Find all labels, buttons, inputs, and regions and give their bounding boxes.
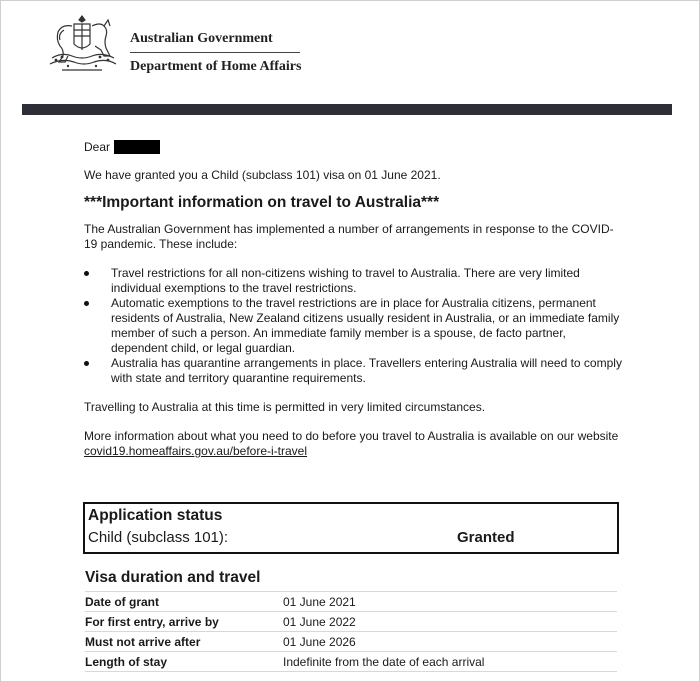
letter-body xyxy=(84,140,624,459)
row-value: 01 June 2022 xyxy=(283,612,617,632)
list-item-text: Automatic exemptions to the travel restrictions are in place for Australia citizens, permanent residents of Australia, New Zealand citizens usually resident in Australia, or an immediate family member of such a person. An immediate family member is a spouse, de facto partner, dependent child, or legal guardian. xyxy=(111,296,620,355)
salutation xyxy=(84,140,624,155)
org-line-1: Australian Government xyxy=(130,31,273,46)
org-line-2: Department of Home Affairs xyxy=(130,59,302,74)
header-bar xyxy=(22,104,672,115)
row-value: Indefinite from the date of each arrival xyxy=(283,652,617,672)
limited-circumstances: Travelling to Australia at this time is permitted in very limited circumstances. xyxy=(84,400,486,414)
row-key: Date of grant xyxy=(85,592,283,612)
list-item-text: Australia has quarantine arrangements in place. Travellers entering Australia will need to comply with state and territory quarantine requirements. xyxy=(111,356,622,385)
list-item-text: Travel restrictions for all non-citizens wishing to travel to Australia. There are very limited individual exemptions to the travel restrictions. xyxy=(111,266,580,295)
status-title: Application status xyxy=(88,507,223,524)
salutation-text: Dear xyxy=(84,140,111,154)
visa-duration-table xyxy=(85,591,617,672)
status-badge: Granted xyxy=(457,529,515,546)
bullet-icon xyxy=(84,361,89,366)
travel-heading: ***Important information on travel to Australia*** xyxy=(84,194,440,211)
table-row xyxy=(85,592,617,612)
coat-of-arms-icon xyxy=(42,14,122,76)
table-row xyxy=(85,652,617,672)
letterhead xyxy=(0,0,700,104)
government-name xyxy=(130,31,301,75)
visa-duration-title: Visa duration and travel xyxy=(85,569,261,586)
row-value: 01 June 2026 xyxy=(283,632,617,652)
org-divider xyxy=(130,52,300,53)
bullet-icon xyxy=(84,301,89,306)
grant-sentence: We have granted you a Child (subclass 101) visa on 01 June 2021. xyxy=(84,168,441,182)
row-value: 01 June 2021 xyxy=(283,592,617,612)
more-info-text: More information about what you need to do before you travel to Australia is available on our website xyxy=(84,429,619,443)
list-item xyxy=(84,266,624,296)
bullet-icon xyxy=(84,271,89,276)
redacted-name xyxy=(114,140,160,154)
intro-paragraph: The Australian Government has implemented a number of arrangements in response to the COVID-19 pandemic. These include: xyxy=(84,222,614,251)
list-item xyxy=(84,356,624,386)
row-key: Must not arrive after xyxy=(85,632,283,652)
row-key: For first entry, arrive by xyxy=(85,612,283,632)
table-row xyxy=(85,612,617,632)
application-status-box xyxy=(83,502,619,554)
table-row xyxy=(85,632,617,652)
status-label: Child (subclass 101): xyxy=(88,529,229,546)
list-item xyxy=(84,296,624,356)
travel-info-link[interactable]: covid19.homeaffairs.gov.au/before-i-travel xyxy=(84,444,308,458)
more-info-paragraph xyxy=(84,429,624,459)
restrictions-list xyxy=(84,266,624,386)
row-key: Length of stay xyxy=(85,652,283,672)
